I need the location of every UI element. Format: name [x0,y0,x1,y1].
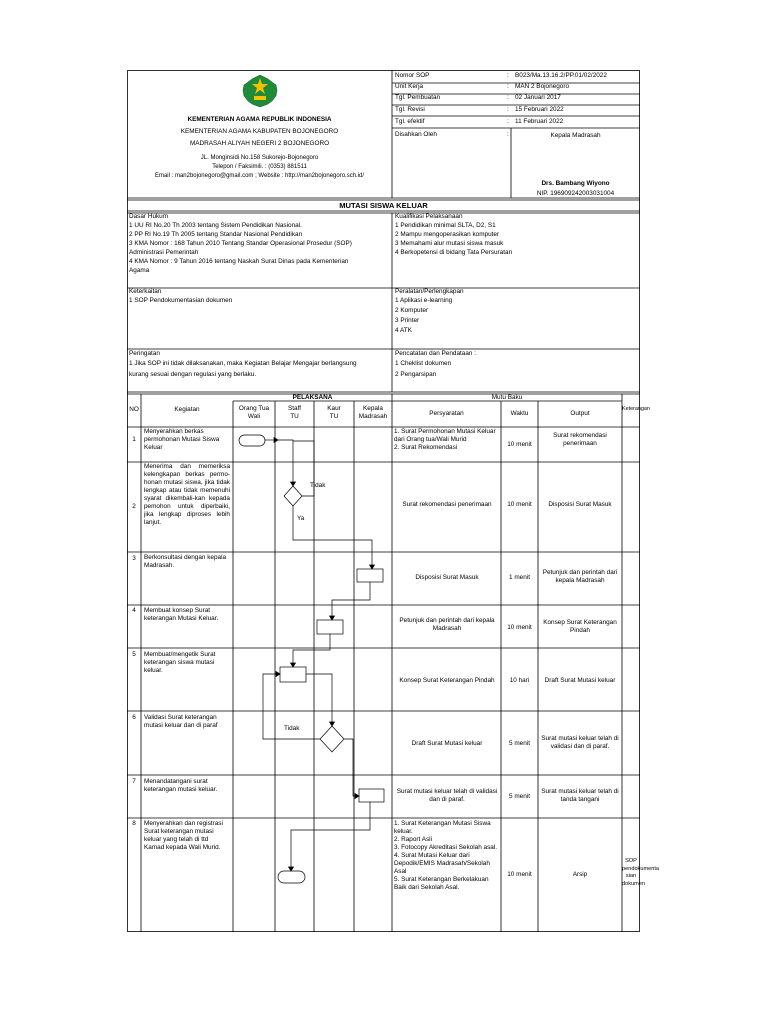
org-school: MADRASAH ALIYAH NEGERI 2 BOJONEGORO [189,140,330,147]
row-number: 8 [132,820,136,827]
row-waktu: 1 menit [509,574,530,581]
col-kegiatan-header: Kegiatan [174,406,200,413]
row-persyaratan: 1. Surat Keterangan Mutasi Siswa keluar. 2. Raport Asli 3. Fotocopy Akreditasi Sekolah asal. 4. Surat Mutasi Keluar dari Depodik/EMIS Madrasah/Sekolah Asal 5. Surat Keterangan Berkelakuan Baik dari Sekolah Asal. [394,820,498,891]
meta-colon: : [507,106,509,113]
decision-diamond [284,486,302,506]
meta-colon: : [507,94,509,101]
flow-arrowhead [291,482,296,486]
dasar-hukum-title: Dasar Hukum [129,213,169,220]
flow-connector [291,802,370,867]
meta-colon: : [507,118,509,125]
row-kegiatan: Menyerahkan dan registrasi Surat keterangan mutasi keluar yang telah di ttd Kamad kepada Wali Murid. [144,820,223,851]
row-waktu: 10 menit [507,871,532,878]
col-keterangan-header: Keterangan [622,406,650,412]
flow-arrowhead [289,867,294,871]
org-phone: Telepon / Faksimili. : (0353) 881511 [212,164,307,170]
meta-value-unit: MAN 2 Bojonegoro [515,83,569,90]
row-kegiatan: Validasi Surat keterangan mutasi keluar dan di paraf [144,714,218,729]
meta-colon: : [507,131,509,138]
dasar-hukum-item: 1 UU RI No.20 Th 2003 tentang Sistem Pendidikan Nasional. [129,222,302,229]
row-waktu: 10 hari [509,677,530,684]
flow-arrowhead [291,663,296,667]
peringatan-item: 1 Jika SOP ini tidak dilaksanakan, maka Kegiatan Belajar Mengajar berlangsung [129,360,357,367]
row-waktu: 10 menit [507,501,532,508]
row-number: 5 [132,651,136,658]
row-output: Draft Surat Mutasi keluar [544,677,616,684]
row-number: 6 [132,714,136,721]
flow-connector [306,674,332,722]
row-number: 1 [132,436,136,443]
flow-connector [332,582,370,616]
row-waktu: 5 menit [509,740,530,747]
dasar-hukum-item: 2 PP RI No.19 Th 2005 tentang Standar Nasional Pendidikan [129,231,303,238]
flow-arrowhead [355,794,359,799]
row-number: 7 [132,778,136,785]
kualifikasi-item: 1 Pendidikan minimal SLTA, D2, S1 [395,222,496,229]
pencatatan-item: 2 Pengarsipan [395,371,437,378]
meta-colon: : [507,72,509,79]
col-actor-kaur: Kaur TU [327,405,341,420]
meta-label-unit: Unit Kerja [395,83,424,90]
pencatatan-item: 1 Cheklist dokumen [395,360,452,367]
row-kegiatan: Membuat konsep Surat keterangan Mutasi Keluar. [144,607,219,622]
row-output: Surat rekomendasi penerimaan [553,432,607,447]
row-persyaratan: Konsep Surat Keterangan Pindah [399,677,495,684]
row-waktu: 10 menit [507,441,532,448]
meta-value-pembuatan: 02 Januari 2017 [515,94,561,101]
approved-label: Disahkan Oleh [395,131,437,138]
sop-title: MUTASI SISWA KELUAR [339,201,428,210]
flow-arrowhead [330,616,335,620]
row-waktu: 5 menit [509,793,530,800]
approver-name: Drs. Bambang Wiyono [541,180,610,187]
approver-nip: NIP. 196909242003031004 [536,190,615,197]
row-output: Surat mutasi keluar telah di validasi dan di paraf. [541,735,619,750]
flow-arrowhead [274,438,278,443]
col-waktu-header: Waktu [510,410,529,417]
col-actor-kepala: Kepala Madrasah [358,405,388,420]
peralatan-item: 3 Printer [395,317,420,324]
flow-label-tidak: Tidak [284,725,300,732]
process-box [357,569,383,582]
kualifikasi-item: 4 Berkopetensi di bidang Tata Persuratan [395,249,513,256]
sop-document [127,70,660,932]
col-actor-ortu: Orang Tua Wali [238,405,270,420]
meta-label-efektif: Tgl. efektif [395,118,425,125]
dasar-hukum-item: 3 KMA Nomor : 168 Tahun 2010 Tentang Standar Operasional Prosedur (SOP) [129,240,352,247]
row-number: 4 [132,607,136,614]
row-number: 2 [132,503,136,510]
row-waktu: 10 menit [507,624,532,631]
row-persyaratan: Petunjuk dan perintah dari kepala Madrasah [399,617,495,632]
org-address: JL. Monginsidi No.158 Sukorejo-Bojonegoro [200,155,319,161]
row-output: Surat mutasi keluar telah di tanda tangani [541,788,619,803]
keterkaitan-title: Keterkaitan [129,288,162,295]
row-kegiatan: Membuat/mengetik Surat keterangan siswa mutasi keluar. [144,651,216,674]
row-kegiatan: Berkonsultasi dengan kepala Madrasah. [144,554,227,569]
dasar-hukum-item: Agama [129,267,150,274]
org-contact: Email : man2bojonegoro@gmail.com ; Website : http://man2bojonegoro.sch.id/ [154,173,365,179]
meta-value-nomor: B023/Ma.13.16.2/PP.01/02/2022 [515,72,607,79]
process-box [317,620,343,634]
row-persyaratan: Draft Surat Mutasi keluar [411,740,483,747]
row-output: Arsip [572,871,588,878]
row-persyaratan: 1. Surat Permohonan Mutasi Keluar dari Orang tua/Wali Murid 2. Surat Rekomendasi [394,428,496,451]
kualifikasi-title: Kualifikasi Pelaksanaan [395,213,463,220]
end-terminator [278,871,305,883]
meta-colon: : [507,83,509,90]
flow-connector [293,506,372,565]
row-output: Disposisi Surat Masuk [548,501,612,508]
meta-label-nomor: Nomor SOP [395,72,430,79]
org-ministry: KEMENTERIAN AGAMA REPUBLIK INDONESIA [187,116,332,123]
flow-connector [278,440,293,482]
row-kegiatan: Menerima dan memeriksa kelengkapan berkas permo-honan mutasi siswa, jika tidak lengkap atau tidak memenuhi syarat dikembali-kan kepada pemohon untuk diperbaiki, jika lengkap diproses lebih lanjut. [144,463,230,526]
meta-value-revisi: 15 Februari 2022 [515,106,564,113]
flow-connector [293,634,330,663]
kualifikasi-item: 2 Mampu mengoperasikan komputer [395,231,500,238]
peringatan-title: Peringatan [129,350,160,357]
peralatan-item: 2 Komputer [395,307,429,314]
pencatatan-title: Pencatatan dan Pendataan : [395,350,477,357]
flow-label-ya: Ya [297,515,305,522]
row-output: Konsep Surat Keterangan Pindah [543,619,617,634]
flow-arrowhead [330,722,335,726]
row-persyaratan: Surat rekomendasi penerimaan [402,501,492,508]
approver-title: Kepala Madrasah [550,132,601,139]
col-persyaratan-header: Persyaratan [429,410,464,417]
peralatan-item: 4 ATK [395,327,412,334]
flow-arrowhead [276,672,280,677]
process-box [280,667,306,682]
ministry-logo [243,75,277,107]
dasar-hukum-item: Administrasi Pemerintah [129,249,199,256]
col-output-header: Output [570,410,590,417]
meta-label-revisi: Tgl. Revisi [395,106,425,113]
flow-label-tidak: Tidak [310,482,326,489]
row-persyaratan: Surat mutasi keluar telah di validasi dan di paraf. [396,788,498,803]
meta-label-pembuatan: Tgl. Pembuatan [395,94,441,101]
process-box [359,789,384,802]
flow-arrowhead [370,565,375,569]
flow-lines [239,435,384,883]
peringatan-item: kurang sesuai dengan regulasi yang berlaku. [129,371,257,378]
keterkaitan-item: 1 SOP Pendokumentasian dokumen [129,297,233,304]
row-keterangan: SOP pendokumenta sian dokumen [622,858,660,887]
flow-connector [344,739,355,796]
row-output: Petunjuk dan perintah dari kepala Madrasah [542,569,618,584]
row-number: 3 [132,555,136,562]
col-actor-staff: Staff TU [287,405,302,420]
peralatan-item: 1 Aplikasi e-learning [395,297,453,304]
meta-value-efektif: 11 Februari 2022 [515,118,564,125]
mutu-baku-header: Mutu Baku [491,394,523,401]
row-kegiatan: Menandatangani surat keterangan mutasi keluar. [144,778,218,793]
kualifikasi-item: 3 Memahami alur mutasi siswa masuk [395,240,504,247]
col-no-header: NO [129,406,139,413]
peralatan-title: Peralatan/Perlengkapan [395,288,464,295]
row-persyaratan: Disposisi Surat Masuk [415,574,479,581]
decision-diamond [320,726,344,752]
row-kegiatan: Menyerahkan berkas permohonan Mutasi Siswa Keluar [144,428,220,451]
pelaksana-header: PELAKSANA [292,394,333,401]
dasar-hukum-item: 4 KMA Nomor : 9 Tahun 2016 tentang Naskah Surat Dinas pada Kementerian [129,258,349,265]
start-terminator [239,435,265,446]
org-district: KEMENTERIAN AGAMA KABUPATEN BOJONEGORO [180,128,339,135]
